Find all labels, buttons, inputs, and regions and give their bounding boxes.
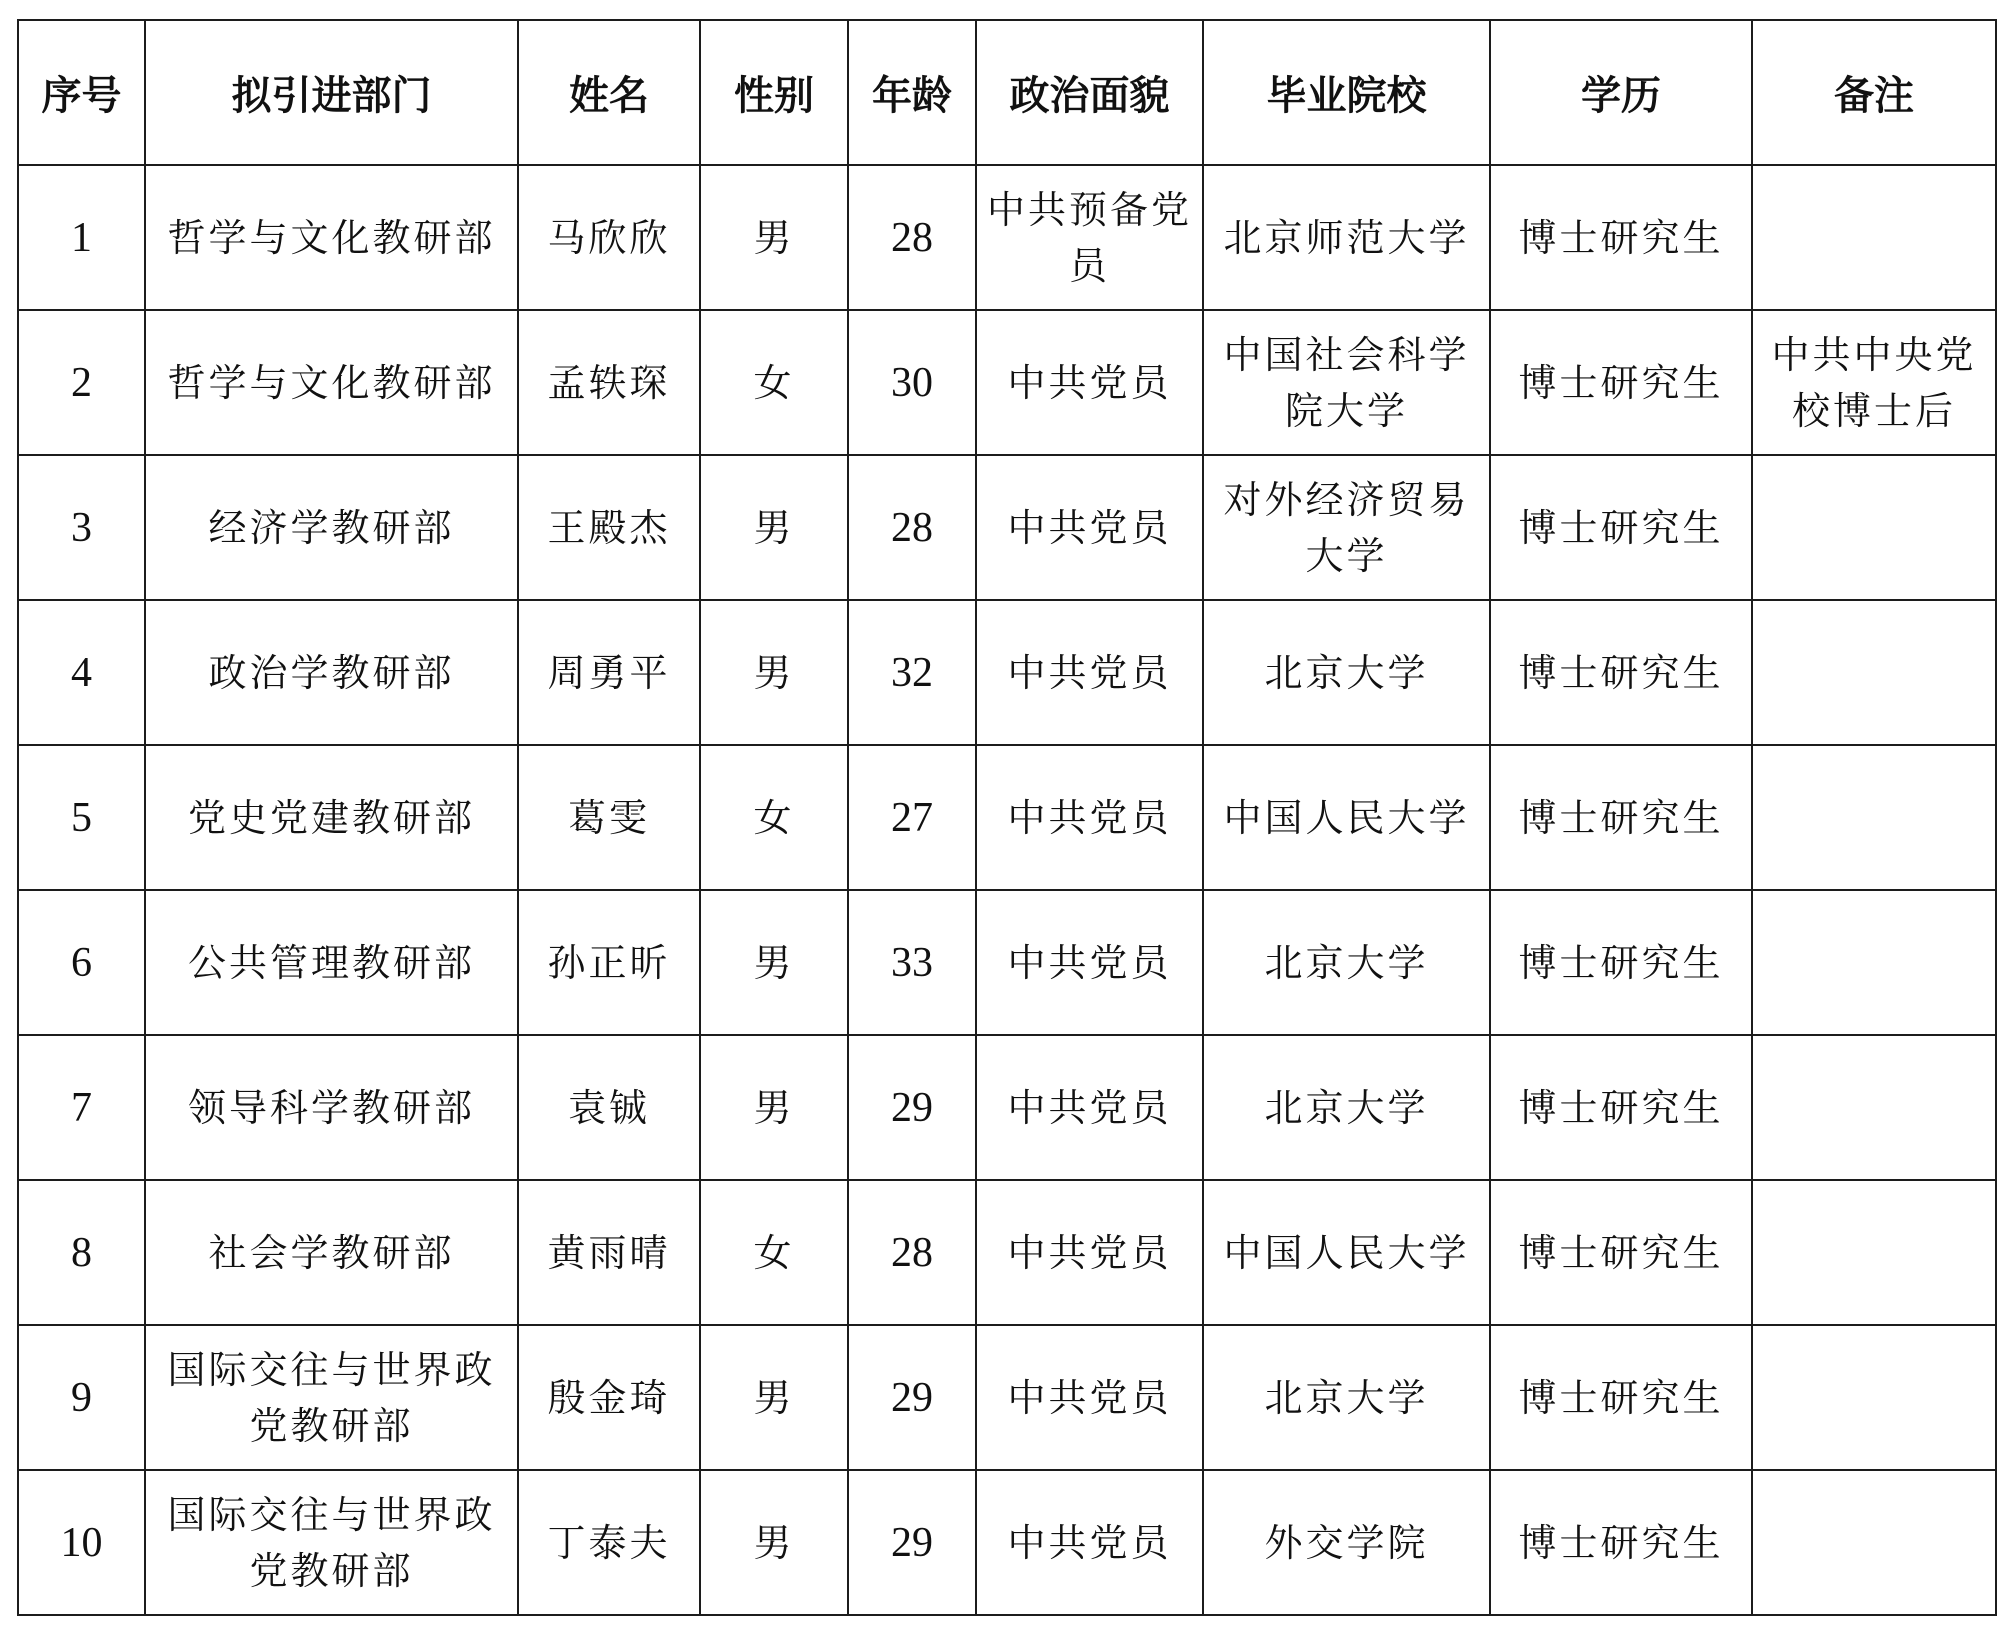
cell-no: 6 bbox=[18, 890, 145, 1035]
cell-school: 中国社会科学院大学 bbox=[1203, 310, 1490, 455]
cell-name: 孙正昕 bbox=[518, 890, 700, 1035]
cell-degree: 博士研究生 bbox=[1490, 1470, 1752, 1615]
cell-no: 2 bbox=[18, 310, 145, 455]
table-row bbox=[18, 1180, 1996, 1325]
cell-age: 30 bbox=[848, 310, 976, 455]
cell-political: 中共党员 bbox=[976, 600, 1203, 745]
header-political: 政治面貌 bbox=[976, 20, 1203, 165]
table-row bbox=[18, 310, 1996, 455]
table-row bbox=[18, 890, 1996, 1035]
cell-name: 周勇平 bbox=[518, 600, 700, 745]
cell-degree: 博士研究生 bbox=[1490, 1035, 1752, 1180]
cell-age: 29 bbox=[848, 1470, 976, 1615]
cell-no: 5 bbox=[18, 745, 145, 890]
header-note: 备注 bbox=[1752, 20, 1996, 165]
cell-school: 中国人民大学 bbox=[1203, 745, 1490, 890]
header-degree: 学历 bbox=[1490, 20, 1752, 165]
cell-gender: 女 bbox=[700, 1180, 848, 1325]
cell-gender: 女 bbox=[700, 745, 848, 890]
cell-dept: 哲学与文化教研部 bbox=[145, 165, 518, 310]
cell-age: 28 bbox=[848, 165, 976, 310]
cell-school: 外交学院 bbox=[1203, 1470, 1490, 1615]
roster-table bbox=[17, 19, 1997, 1616]
cell-name: 殷金琦 bbox=[518, 1325, 700, 1470]
cell-political: 中共党员 bbox=[976, 1035, 1203, 1180]
cell-dept: 公共管理教研部 bbox=[145, 890, 518, 1035]
cell-degree: 博士研究生 bbox=[1490, 1325, 1752, 1470]
cell-age: 29 bbox=[848, 1035, 976, 1180]
cell-name: 黄雨晴 bbox=[518, 1180, 700, 1325]
cell-note bbox=[1752, 890, 1996, 1035]
cell-gender: 女 bbox=[700, 310, 848, 455]
cell-dept: 社会学教研部 bbox=[145, 1180, 518, 1325]
cell-name: 袁铖 bbox=[518, 1035, 700, 1180]
cell-degree: 博士研究生 bbox=[1490, 600, 1752, 745]
header-no: 序号 bbox=[18, 20, 145, 165]
cell-political: 中共党员 bbox=[976, 310, 1203, 455]
cell-gender: 男 bbox=[700, 890, 848, 1035]
cell-degree: 博士研究生 bbox=[1490, 890, 1752, 1035]
table-row bbox=[18, 1470, 1996, 1615]
table-header bbox=[18, 20, 1996, 165]
header-school: 毕业院校 bbox=[1203, 20, 1490, 165]
header-dept: 拟引进部门 bbox=[145, 20, 518, 165]
cell-note bbox=[1752, 455, 1996, 600]
cell-note bbox=[1752, 600, 1996, 745]
cell-no: 7 bbox=[18, 1035, 145, 1180]
cell-no: 1 bbox=[18, 165, 145, 310]
cell-political: 中共党员 bbox=[976, 455, 1203, 600]
cell-gender: 男 bbox=[700, 1325, 848, 1470]
cell-age: 27 bbox=[848, 745, 976, 890]
cell-name: 王殿杰 bbox=[518, 455, 700, 600]
table-row bbox=[18, 600, 1996, 745]
cell-no: 8 bbox=[18, 1180, 145, 1325]
cell-no: 3 bbox=[18, 455, 145, 600]
cell-school: 北京大学 bbox=[1203, 890, 1490, 1035]
table-row bbox=[18, 1325, 1996, 1470]
cell-age: 29 bbox=[848, 1325, 976, 1470]
cell-dept: 国际交往与世界政党教研部 bbox=[145, 1470, 518, 1615]
cell-political: 中共党员 bbox=[976, 1180, 1203, 1325]
header-row bbox=[18, 20, 1996, 165]
cell-age: 28 bbox=[848, 1180, 976, 1325]
table-row bbox=[18, 165, 1996, 310]
cell-name: 葛雯 bbox=[518, 745, 700, 890]
header-name: 姓名 bbox=[518, 20, 700, 165]
cell-political: 中共党员 bbox=[976, 1470, 1203, 1615]
cell-age: 28 bbox=[848, 455, 976, 600]
cell-degree: 博士研究生 bbox=[1490, 310, 1752, 455]
table-row bbox=[18, 455, 1996, 600]
cell-dept: 领导科学教研部 bbox=[145, 1035, 518, 1180]
table-body bbox=[18, 165, 1996, 1615]
table-row bbox=[18, 745, 1996, 890]
cell-name: 孟轶琛 bbox=[518, 310, 700, 455]
cell-note: 中共中央党校博士后 bbox=[1752, 310, 1996, 455]
cell-note bbox=[1752, 1180, 1996, 1325]
cell-age: 33 bbox=[848, 890, 976, 1035]
cell-gender: 男 bbox=[700, 1470, 848, 1615]
cell-degree: 博士研究生 bbox=[1490, 1180, 1752, 1325]
cell-school: 北京大学 bbox=[1203, 1035, 1490, 1180]
cell-no: 9 bbox=[18, 1325, 145, 1470]
cell-no: 10 bbox=[18, 1470, 145, 1615]
cell-dept: 哲学与文化教研部 bbox=[145, 310, 518, 455]
cell-name: 丁泰夫 bbox=[518, 1470, 700, 1615]
cell-note bbox=[1752, 165, 1996, 310]
cell-dept: 党史党建教研部 bbox=[145, 745, 518, 890]
cell-dept: 经济学教研部 bbox=[145, 455, 518, 600]
cell-political: 中共党员 bbox=[976, 745, 1203, 890]
cell-degree: 博士研究生 bbox=[1490, 745, 1752, 890]
cell-political: 中共党员 bbox=[976, 1325, 1203, 1470]
cell-school: 对外经济贸易大学 bbox=[1203, 455, 1490, 600]
cell-gender: 男 bbox=[700, 1035, 848, 1180]
cell-school: 北京大学 bbox=[1203, 600, 1490, 745]
table-row bbox=[18, 1035, 1996, 1180]
header-gender: 性别 bbox=[700, 20, 848, 165]
cell-age: 32 bbox=[848, 600, 976, 745]
cell-degree: 博士研究生 bbox=[1490, 165, 1752, 310]
cell-no: 4 bbox=[18, 600, 145, 745]
cell-school: 北京大学 bbox=[1203, 1325, 1490, 1470]
cell-dept: 政治学教研部 bbox=[145, 600, 518, 745]
cell-political: 中共党员 bbox=[976, 890, 1203, 1035]
cell-political: 中共预备党员 bbox=[976, 165, 1203, 310]
header-age: 年龄 bbox=[848, 20, 976, 165]
cell-note bbox=[1752, 1470, 1996, 1615]
cell-note bbox=[1752, 1325, 1996, 1470]
cell-school: 北京师范大学 bbox=[1203, 165, 1490, 310]
cell-gender: 男 bbox=[700, 455, 848, 600]
cell-school: 中国人民大学 bbox=[1203, 1180, 1490, 1325]
cell-gender: 男 bbox=[700, 600, 848, 745]
cell-gender: 男 bbox=[700, 165, 848, 310]
cell-degree: 博士研究生 bbox=[1490, 455, 1752, 600]
cell-note bbox=[1752, 1035, 1996, 1180]
cell-name: 马欣欣 bbox=[518, 165, 700, 310]
cell-note bbox=[1752, 745, 1996, 890]
cell-dept: 国际交往与世界政党教研部 bbox=[145, 1325, 518, 1470]
